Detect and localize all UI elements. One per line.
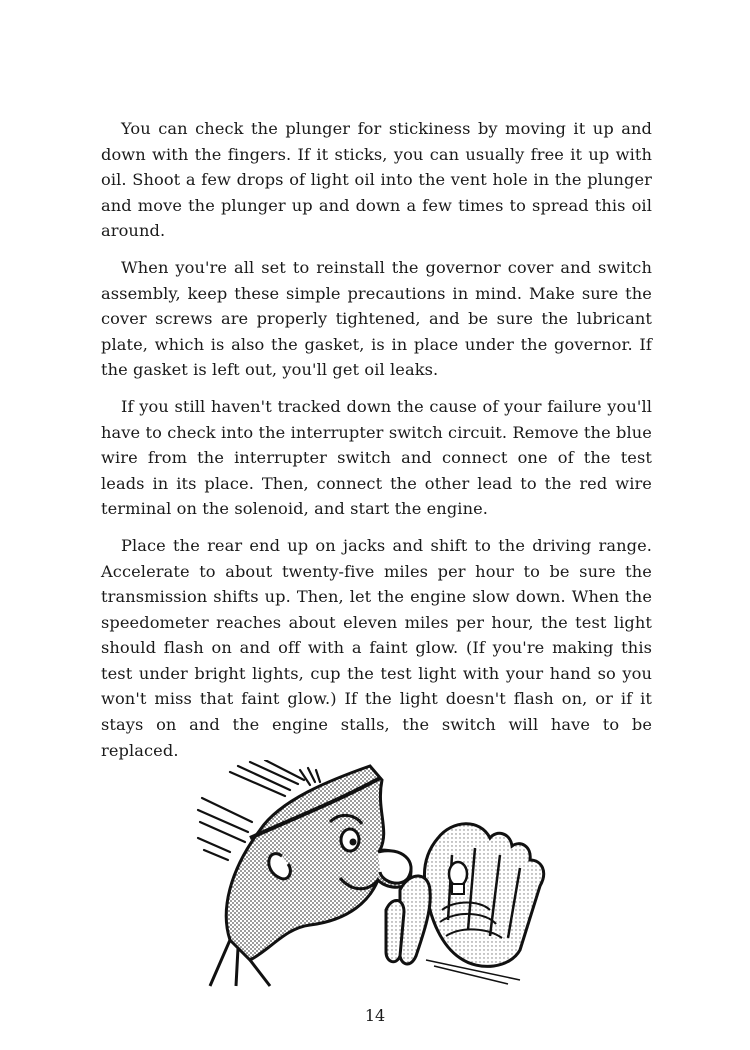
paragraph-interrupter-switch: If you still haven't tracked down the cause of your failure you'll have to check into the interrupter switch circuit. Remove the blue wire from the interrupter switch and connect one of the test leads in its place. Then, connect the other lead to the red wire terminal on the solenoid, and start the engine. (101, 396, 652, 519)
paragraph-road-test: Place the rear end up on jacks and shift to the driving range. Accelerate to about twenty-five miles per hour to be sure the transmission shifts up. Then, let the engine slow down. When the speedometer reaches about eleven miles per hour, the test light should flash on and off with a faint glow. (If you're making this test under bright lights, cup the test light with your hand so you won't miss that faint glow.) If the light doesn't flash on, or if it stays on and the engine stalls, the switch will have to be replaced. (101, 535, 652, 760)
page-number: 14 (364, 1006, 386, 1025)
paragraph-reinstall-cover: When you're all set to reinstall the governor cover and switch assembly, keep these simple precautions in mind. Make sure the cover screws are properly tightened, and be sure the lubricant plate, which is also the gasket, is in place under the governor. If the gasket is left out, you'll get oil leaks. (101, 257, 652, 380)
body-text (101, 116, 652, 774)
cupped-hand (425, 824, 544, 967)
paragraph-plunger-check: You can check the plunger for stickiness by moving it up and down with the fingers. If it sticks, you can usually free it up with oil. Shoot a few drops of light oil into the vent hole in the plunger and move the plunger up and down a few times to spread this oil around. (101, 119, 652, 241)
test-light-bulb (449, 862, 467, 886)
mechanic-cupping-test-light-illustration (190, 760, 560, 990)
